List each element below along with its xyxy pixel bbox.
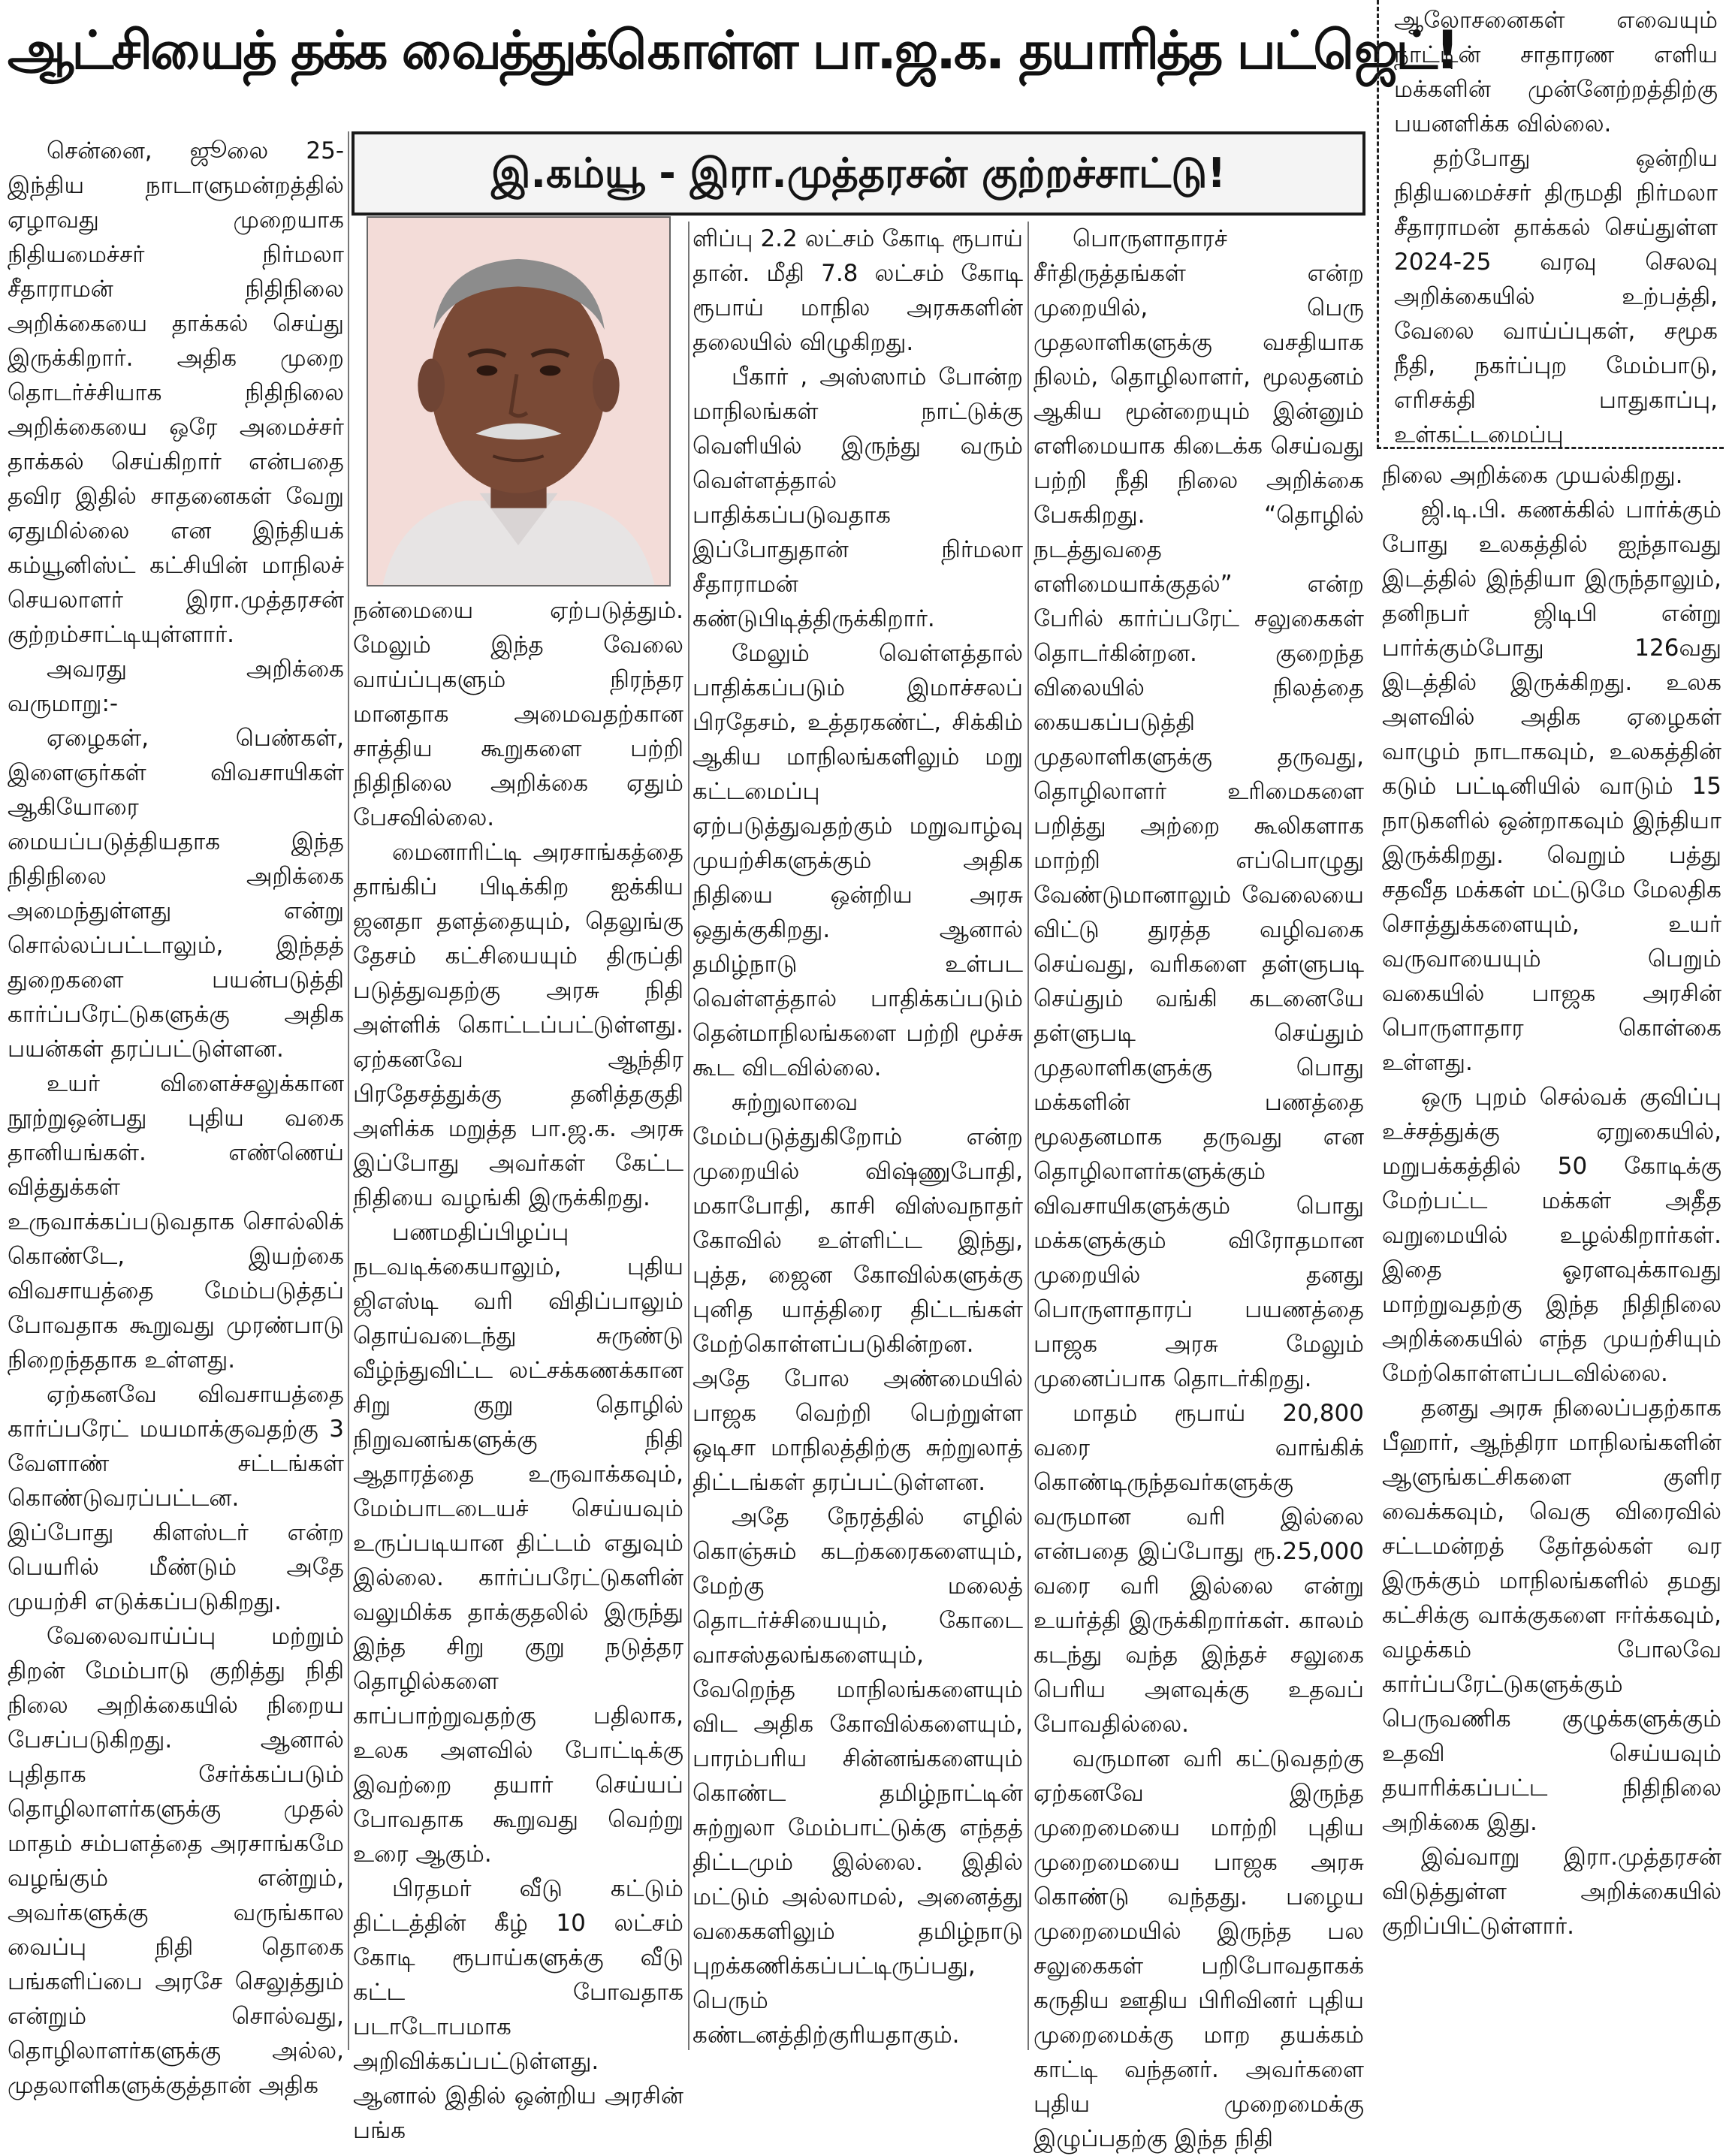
column-divider	[688, 222, 689, 2050]
paragraph: மைனாரிட்டி அரசாங்கத்தை தாங்கிப் பிடிக்கிற ஐக்கிய ஜனதா தளத்தையும், தெலுங்கு தேசம் கட்சியையும் திருப்தி படுத்துவதற்கு அரசு நிதி அள்ளிக் கொட்டப்பட்டுள்ளது. ஏற்கனவே ஆந்திர பிரதேசத்துக்கு தனித்தகுதி அளிக்க மறுத்த பா.ஜ.க. அரசு இப்போது அவர்கள் கேட்ட நிதியை வழங்கி இருக்கிறது.	[353, 839, 683, 1211]
paragraph: தனது அரசு நிலைப்பதற்காக பீஹார், ஆந்திரா மாநிலங்களின் ஆளுங்கட்சிகளை குளிர வைக்கவும், வெகு விரைவில் சட்டமன்றத் தேர்தல்கள் வர இருக்கும் மாநிலங்களில் தமது கட்சிக்கு வாக்குகளை ஈர்க்கவும், வழக்கம் போலவே கார்ப்பரேட்டுகளுக்கும் பெருவணிக குழுக்களுக்கும் உதவி செய்யவும் தயாரிக்கப்பட்ட நிதிநிலை அறிக்கை இது.	[1382, 1395, 1721, 1836]
article-column-3	[693, 222, 1023, 2050]
column-divider	[348, 131, 349, 2050]
portrait-photo	[367, 216, 671, 586]
paragraph: தற்போது ஒன்றிய நிதியமைச்சர் திருமதி நிர்மலா சீதாராமன் தாக்கல் செய்துள்ள 2024-25 வரவு செலவு அறிக்கையில் உற்பத்தி, வேலை வாய்ப்புகள், சமூக நீதி, நகர்ப்புற மேம்பாடு, எரிசக்தி பாதுகாப்பு, உள்கட்டமைப்பு	[1394, 145, 1718, 448]
paragraph: ஆலோசனைகள் எவையும் நாட்டின் சாதாரண எளிய மக்களின் முன்னேற்றத்திற்கு பயனளிக்க வில்லை.	[1394, 7, 1718, 137]
subheadline: இ.கம்யூ - இரா.முத்தரசன் குற்றச்சாட்டு!	[352, 131, 1365, 216]
paragraph: சுற்றுலாவை மேம்படுத்துகிறோம் என்ற முறையில் விஷ்ணுபோதி, மகாபோதி, காசி விஸ்வநாதர் கோவில் உள்ளிட்ட இந்து, புத்த, ஜைன கோவில்களுக்கு புனித யாத்திரை திட்டங்கள் மேற்கொள்ளப்படுகின்றன. அதே போல அண்மையில் பாஜக வெற்றி பெற்றுள்ள ஒடிசா மாநிலத்திற்கு சுற்றுலாத் திட்டங்கள் தரப்பட்டுள்ளன.	[693, 1089, 1023, 1496]
paragraph: மேலும் வெள்ளத்தால் பாதிக்கப்படும் இமாச்சலப் பிரதேசம், உத்தரகண்ட், சிக்கிம் ஆகிய மாநிலங்களிலும் மறு கட்டமைப்பு ஏற்படுத்துவதற்கும் மறுவாழ்வு முயற்சிகளுக்கும் அதிக நிதியை ஒன்றிய அரசு ஒதுக்குகிறது. ஆனால் தமிழ்நாடு உள்பட வெள்ளத்தால் பாதிக்கப்படும் தென்மாநிலங்களை பற்றி மூச்சு கூட விடவில்லை.	[693, 640, 1023, 1081]
paragraph: பிரதமர் வீடு கட்டும் திட்டத்தின் கீழ் 10 லட்சம் கோடி ரூபாய்களுக்கு வீடு கட்ட போவதாக படாடோபமாக அறிவிக்கப்பட்டுள்ளது. ஆனால் இதில் ஒன்றிய அரசின் பங்க	[353, 1875, 683, 2144]
paragraph: சென்னை, ஜூலை 25- இந்திய நாடாளுமன்றத்தில் ஏழாவது முறையாக நிதியமைச்சர் நிர்மலா சீதாராமன் நிதிநிலை அறிக்கையை தாக்கல் செய்து இருக்கிறார். அதிக முறை தொடர்ச்சியாக நிதிநிலை அறிக்கையை ஒரே அமைச்சர் தாக்கல் செய்கிறார் என்பதை தவிர இதில் சாதனைகள் வேறு ஏதுமில்லை என இந்தியக் கம்யூனிஸ்ட் கட்சியின் மாநிலச் செயலாளர் இரா.முத்தரசன் குற்றம்சாட்டியுள்ளார்.	[8, 137, 344, 648]
article-column-1	[8, 134, 344, 2099]
paragraph: வேலைவாய்ப்பு மற்றும் திறன் மேம்பாடு குறித்து நிதி நிலை அறிக்கையில் நிறைய பேசப்படுகிறது. ஆனால் புதிதாக சேர்க்கப்படும் தொழிலாளர்களுக்கு முதல் மாதம் சம்பளத்தை அரசாங்கமே வழங்கும் என்றும், அவர்களுக்கு வருங்கால வைப்பு நிதி தொகை பங்களிப்பை அரசே செலுத்தும் என்றும் சொல்வது, தொழிலாளர்களுக்கு அல்ல, முதலாளிகளுக்குத்தான் அதிக	[8, 1623, 344, 2099]
paragraph: மாதம் ரூபாய் 20,800 வரை வாங்கிக் கொண்டிருந்தவர்களுக்கு வருமான வரி இல்லை என்பதை இப்போது ரூ.25,000 வரை வரி இல்லை என்று உயர்த்தி இருக்கிறார்கள். காலம் கடந்து வந்த இந்தச் சலுகை பெரிய அளவுக்கு உதவப் போவதில்லை.	[1033, 1400, 1364, 1738]
paragraph: ஜி.டி.பி. கணக்கில் பார்க்கும் போது உலகத்தில் ஐந்தாவது இடத்தில் இந்தியா இருந்தாலும், தனிநபர் ஜிடிபி என்று பார்க்கும்போது 126வது இடத்தில் இருக்கிறது. உலக அளவில் அதிக ஏழைகள் வாழும் நாடாகவும், உலகத்தின் கடும் பட்டினியில் வாடும் 15 நாடுகளில் ஒன்றாகவும் இந்தியா இருக்கிறது. வெறும் பத்து சதவீத மக்கள் மட்டுமே மேலதிக சொத்துக்களையும், உயர் வருவாயையும் பெறும் வகையில் பாஜக அரசின் பொருளாதார கொள்கை உள்ளது.	[1382, 496, 1721, 1076]
article-column-4	[1033, 222, 1364, 2152]
paragraph: ஏற்கனவே விவசாயத்தை கார்ப்பரேட் மயமாக்குவதற்கு 3 வேளாண் சட்டங்கள் கொண்டுவரப்பட்டன. இப்போது கிளஸ்டர் என்ற பெயரில் மீண்டும் அதே முயற்சி எடுக்கப்படுகிறது.	[8, 1381, 344, 1615]
paragraph: ஒரு புறம் செல்வக் குவிப்பு உச்சத்துக்கு ஏறுகையில், மறுபக்கத்தில் 50 கோடிக்கு மேற்பட்ட மக்கள் அதீத வறுமையில் உழல்கிறார்கள். இதை ஓரளவுக்காவது மாற்றுவதற்கு இந்த நிதிநிலை அறிக்கையில் எந்த முயற்சியும் மேற்கொள்ளப்படவில்லை.	[1382, 1084, 1721, 1387]
paragraph: உயர் விளைச்சலுக்கான நூற்றுஒன்பது புதிய வகை தானியங்கள். எண்ணெய் வித்துக்கள் உருவாக்கப்படுவதாக சொல்லிக் கொண்டே, இயற்கை விவசாயத்தை மேம்படுத்தப் போவதாக கூறுவது முரண்பாடு நிறைந்ததாக உள்ளது.	[8, 1070, 344, 1374]
paragraph: அதே நேரத்தில் எழில் கொஞ்சும் கடற்கரைகளையும், மேற்கு மலைத் தொடர்ச்சியையும், கோடை வாசஸ்தலங்களையும், வேறெந்த மாநிலங்களையும் விட அதிக கோவில்களையும், பாரம்பரிய சின்னங்களையும் கொண்ட தமிழ்நாட்டின் சுற்றுலா மேம்பாட்டுக்கு எந்தத் திட்டமும் இல்லை. இதில் மட்டும் அல்லாமல், அனைத்து வகைகளிலும் தமிழ்நாடு புறக்கணிக்கப்பட்டிருப்பது, பெரும் கண்டனத்திற்குரியதாகும்.	[693, 1503, 1023, 2049]
paragraph: அவரது அறிக்கை வருமாறு:-	[8, 656, 344, 717]
paragraph: வருமான வரி கட்டுவதற்கு ஏற்கனவே இருந்த முறைமையை மாற்றி புதிய முறைமையை பாஜக அரசு கொண்டு வந்தது. பழைய முறைமையில் இருந்த பல சலுகைகள் பறிபோவதாகக் கருதிய ஊதிய பிரிவினர் புதிய முறைமைக்கு மாற தயக்கம் காட்டி வந்தனர். அவர்களை புதிய முறைமைக்கு இழுப்பதற்கு இந்த நிதி	[1033, 1745, 1364, 2152]
paragraph: பொருளாதாரச் சீர்திருத்தங்கள் என்ற முறையில், பெரு முதலாளிகளுக்கு வசதியாக நிலம், தொழிலாளர், மூலதனம் ஆகிய மூன்றையும் இன்னும் எளிமையாக கிடைக்க செய்வது பற்றி நீதி நிலை அறிக்கை பேசுகிறது. “தொழில் நடத்துவதை எளிமையாக்குதல்” என்ற பேரில் கார்ப்பரேட் சலுகைகள் தொடர்கின்றன. குறைந்த விலையில் நிலத்தை கையகப்படுத்தி முதலாளிகளுக்கு தருவது, தொழிலாளர் உரிமைகளை பறித்து அற்றை கூலிகளாக மாற்றி எப்பொழுது வேண்டுமானாலும் வேலையை விட்டு துரத்த வழிவகை செய்வது, வரிகளை தள்ளுபடி செய்தும் வங்கி கடனையே தள்ளுபடி செய்தும் முதலாளிகளுக்கு பொது மக்களின் பணத்தை மூலதனமாக தருவது என தொழிலாளர்களுக்கும் விவசாயிகளுக்கும் பொது மக்களுக்கும் விரோதமான முறையில் தனது பொருளாதாரப் பயணத்தை பாஜக அரசு மேலும் முனைப்பாக தொடர்கிறது.	[1033, 225, 1364, 1392]
article-column-2	[353, 593, 683, 2144]
article-column-5	[1382, 458, 1721, 2050]
headline: ஆட்சியைத் தக்க வைத்துக்கொள்ள பா.ஜ.க. தயாரித்த பட்ஜெட்!	[8, 20, 1458, 81]
paragraph: ளிப்பு 2.2 லட்சம் கோடி ரூபாய் தான். மீதி 7.8 லட்சம் கோடி ரூபாய் மாநில அரசுகளின் தலையில் விழுகிறது.	[693, 225, 1023, 356]
portrait-illustration	[368, 218, 669, 585]
paragraph: பீகார் , அஸ்ஸாம் போன்ற மாநிலங்கள் நாட்டுக்கு வெளியில் இருந்து வரும் வெள்ளத்தால் பாதிக்கப்படுவதாக இப்போதுதான் நிர்மலா சீதாராமன் கண்டுபிடித்திருக்கிறார்.	[693, 363, 1023, 632]
paragraph: பணமதிப்பிழப்பு நடவடிக்கையாலும், புதிய ஜிஎஸ்டி வரி விதிப்பாலும் தொய்வடைந்து சுருண்டு வீழ்ந்துவிட்ட லட்சக்கணக்கான சிறு குறு தொழில் நிறுவனங்களுக்கு நிதி ஆதாரத்தை உருவாக்கவும், மேம்பாடடையச் செய்யவும் உருப்படியான திட்டம் எதுவும் இல்லை. கார்ப்பரேட்டுகளின் வலுமிக்க தாக்குதலில் இருந்து இந்த சிறு குறு நடுத்தர தொழில்களை காப்பாற்றுவதற்கு பதிலாக, உலக அளவில் போட்டிக்கு இவற்றை தயார் செய்யப் போவதாக கூறுவது வெற்று உரை ஆகும்.	[353, 1219, 683, 1868]
paragraph: நிலை அறிக்கை முயல்கிறது.	[1382, 462, 1683, 489]
paragraph: இவ்வாறு இரா.முத்தரசன் விடுத்துள்ள அறிக்கையில் குறிப்பிட்டுள்ளார்.	[1382, 1844, 1721, 1940]
paragraph: நன்மையை ஏற்படுத்தும். மேலும் இந்த வேலை வாய்ப்புகளும் நிரந்தர மானதாக அமைவதற்கான சாத்திய கூறுகளை பற்றி நிதிநிலை அறிக்கை ஏதும் பேசவில்லை.	[353, 597, 683, 831]
continued-column-box	[1377, 0, 1724, 449]
paragraph: ஏழைகள், பெண்கள், இளைஞர்கள் விவசாயிகள் ஆகியோரை மையப்படுத்தியதாக இந்த நிதிநிலை அறிக்கை அமைந்துள்ளது என்று சொல்லப்பட்டாலும், இந்தத் துறைகளை பயன்படுத்தி கார்ப்பரேட்டுகளுக்கு அதிக பயன்கள் தரப்பட்டுள்ளன.	[8, 725, 344, 1063]
column-divider	[1027, 222, 1029, 2050]
